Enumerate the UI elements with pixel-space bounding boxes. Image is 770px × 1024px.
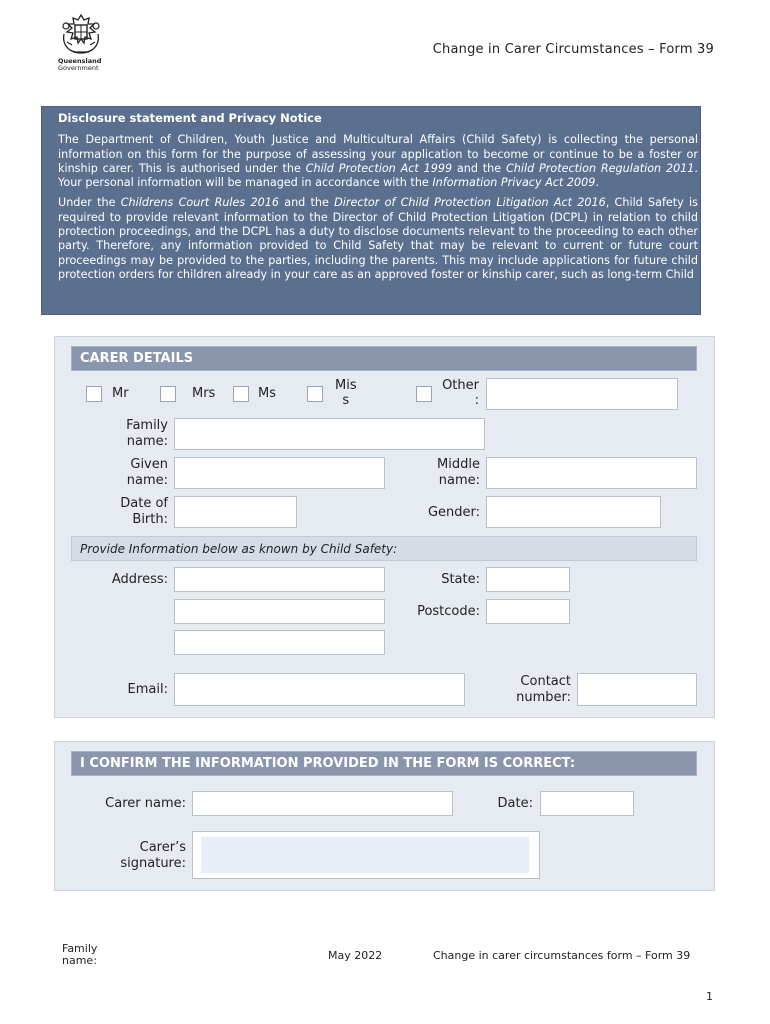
state-label: State: — [441, 572, 480, 587]
gender-label: Gender: — [427, 505, 480, 520]
checkbox-ms[interactable] — [233, 386, 249, 402]
document-title: Change in Carer Circumstances – Form 39 — [432, 42, 714, 57]
logo-line-government: Government — [58, 64, 99, 72]
carer-details-heading: CARER DETAILS — [71, 346, 697, 371]
contact-number-label: Contact number: — [516, 674, 571, 705]
confirm-date-input[interactable] — [540, 791, 634, 816]
checkbox-mr[interactable] — [86, 386, 102, 402]
postcode-label: Postcode: — [417, 604, 480, 619]
page-number: 1 — [706, 990, 713, 1003]
dob-label: Date of Birth: — [120, 496, 168, 527]
family-name-label: Family name: — [126, 418, 168, 449]
logo-line-queensland: Queensland — [58, 57, 102, 65]
middle-name-label: Middle name: — [437, 457, 480, 488]
gender-input[interactable] — [486, 496, 661, 528]
label-mrs: Mrs — [192, 386, 216, 401]
privacy-paragraph-2: Under the Childrens Court Rules 2016 and the Director of Child Protection Litigation Act 2016, Child Safety is required to provide relevant information to the Director of Child Protection Litigation (DCPL) in relation to child protection proceedings, and the DCPL has a duty to disclose documents relevant to the proceeding to each other party. Therefore, any information provided to Child Safety that may be relevant to current or future court proceedings may be provided to the parties, including the parents. This may include applications for future child protection orders for children already in your care as an approved foster or kinship carer, such as long-term Child — [58, 196, 698, 281]
coat-of-arms-icon — [58, 12, 104, 58]
postcode-input[interactable] — [486, 599, 570, 624]
address-label: Address: — [111, 572, 168, 587]
footer-form-title: Change in carer circumstances form – Form 39 — [433, 949, 691, 962]
contact-number-input[interactable] — [577, 673, 697, 706]
label-ms: Ms — [258, 386, 276, 401]
checkbox-miss[interactable] — [307, 386, 323, 402]
footer-family-name: Family name: — [62, 942, 98, 967]
dob-input[interactable] — [174, 496, 297, 528]
carer-name-input[interactable] — [192, 791, 453, 816]
known-by-child-safety-note: Provide Information below as known by Child Safety: — [71, 536, 697, 561]
email-input[interactable] — [174, 673, 465, 706]
family-name-input[interactable] — [174, 418, 485, 450]
address-line-3-input[interactable] — [174, 630, 385, 655]
given-name-label: Given name: — [126, 457, 168, 488]
signature-area[interactable] — [201, 837, 529, 873]
given-name-input[interactable] — [174, 457, 385, 489]
email-label: Email: — [127, 682, 168, 697]
confirm-date-label: Date: — [497, 796, 533, 811]
label-other: Other : — [442, 378, 479, 408]
address-line-2-input[interactable] — [174, 599, 385, 624]
carer-signature-label: Carer’s signature: — [120, 840, 186, 871]
privacy-heading: Disclosure statement and Privacy Notice — [58, 111, 322, 125]
carer-name-label: Carer name: — [105, 796, 186, 811]
queensland-government-logo — [55, 12, 107, 76]
carer-signature-box[interactable] — [192, 831, 540, 879]
privacy-notice — [41, 106, 701, 315]
state-input[interactable] — [486, 567, 570, 592]
label-mr: Mr — [112, 386, 129, 401]
label-miss: Mis s — [335, 378, 357, 408]
middle-name-input[interactable] — [486, 457, 697, 489]
confirmation-heading: I CONFIRM THE INFORMATION PROVIDED IN THE FORM IS CORRECT: — [71, 751, 697, 776]
privacy-paragraph-1: The Department of Children, Youth Justice and Multicultural Affairs (Child Safety) is collecting the personal information on this form for the purpose of assessing your application to become or continue to be a foster or kinship carer. This is authorised under the Child Protection Act 1999 and the Child Protection Regulation 2011. Your personal information will be managed in accordance with the Information Privacy Act 2009. — [58, 133, 698, 190]
footer-date: May 2022 — [328, 949, 383, 962]
other-title-input[interactable] — [486, 378, 678, 410]
checkbox-mrs[interactable] — [160, 386, 176, 402]
address-line-1-input[interactable] — [174, 567, 385, 592]
checkbox-other[interactable] — [416, 386, 432, 402]
